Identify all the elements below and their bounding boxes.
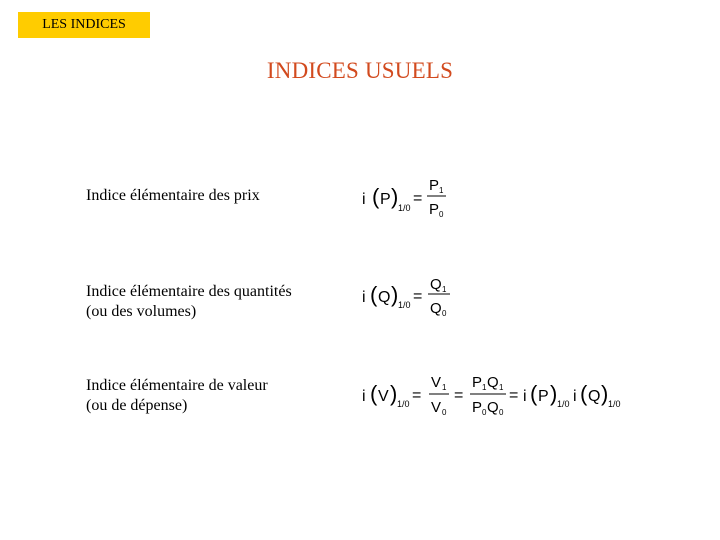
svg-text:=: = xyxy=(454,387,464,404)
svg-text:0: 0 xyxy=(482,408,487,417)
svg-text:0: 0 xyxy=(442,408,447,417)
svg-text:1: 1 xyxy=(442,383,447,392)
svg-text:0: 0 xyxy=(499,408,504,417)
svg-text:0: 0 xyxy=(439,210,444,219)
svg-text:): ) xyxy=(391,184,399,209)
svg-text:(: ( xyxy=(372,184,380,209)
slide-title: INDICES USUELS xyxy=(266,58,454,83)
svg-text:): ) xyxy=(601,381,609,406)
svg-text:): ) xyxy=(390,381,398,406)
svg-text:V: V xyxy=(431,399,442,416)
svg-text:1: 1 xyxy=(442,285,447,294)
svg-text:1: 1 xyxy=(482,383,487,392)
svg-text:): ) xyxy=(550,381,558,406)
label-indice-prix: Indice élémentaire des prix xyxy=(86,187,260,204)
svg-text:V: V xyxy=(378,388,389,405)
svg-text:P: P xyxy=(429,201,440,218)
svg-text:i: i xyxy=(523,388,527,405)
svg-text:=: = xyxy=(413,190,423,207)
svg-text:P: P xyxy=(429,177,440,194)
svg-text:(: ( xyxy=(370,381,378,406)
svg-text:Q: Q xyxy=(378,289,391,306)
svg-text:V: V xyxy=(431,374,442,391)
svg-text:P: P xyxy=(472,399,483,416)
svg-text:(: ( xyxy=(370,282,378,307)
svg-text:Q: Q xyxy=(487,399,499,416)
svg-text:1/0: 1/0 xyxy=(398,300,411,310)
svg-text:=: = xyxy=(412,387,422,404)
svg-text:Q: Q xyxy=(588,388,601,405)
svg-text:i: i xyxy=(362,289,366,306)
svg-text:i: i xyxy=(573,388,577,405)
svg-text:i: i xyxy=(362,388,366,405)
section-tag: LES INDICES xyxy=(18,12,150,38)
svg-text:1: 1 xyxy=(499,383,504,392)
svg-text:0: 0 xyxy=(442,309,447,318)
svg-text:1/0: 1/0 xyxy=(398,203,411,213)
svg-text:1/0: 1/0 xyxy=(397,399,410,409)
svg-text:=: = xyxy=(413,288,423,305)
svg-text:Q: Q xyxy=(487,374,499,391)
svg-text:Q: Q xyxy=(430,300,442,317)
svg-text:P: P xyxy=(538,388,549,405)
label-indice-quantites: Indice élémentaire des quantités (ou des volumes) xyxy=(86,283,292,320)
svg-text:(: ( xyxy=(530,381,538,406)
svg-text:P: P xyxy=(380,191,391,208)
svg-text:): ) xyxy=(391,282,399,307)
svg-text:=: = xyxy=(509,387,519,404)
formula-indice-prix xyxy=(360,172,460,222)
label-indice-valeur: Indice élémentaire de valeur (ou de dépense) xyxy=(86,377,268,414)
svg-text:P: P xyxy=(472,374,483,391)
svg-text:(: ( xyxy=(580,381,588,406)
svg-text:i: i xyxy=(362,191,366,208)
svg-text:1: 1 xyxy=(439,186,444,195)
svg-text:1/0: 1/0 xyxy=(557,399,570,409)
formula-indice-valeur xyxy=(360,372,630,422)
svg-text:1/0: 1/0 xyxy=(608,399,621,409)
formula-indice-quantites xyxy=(360,272,460,322)
svg-text:Q: Q xyxy=(430,276,442,293)
